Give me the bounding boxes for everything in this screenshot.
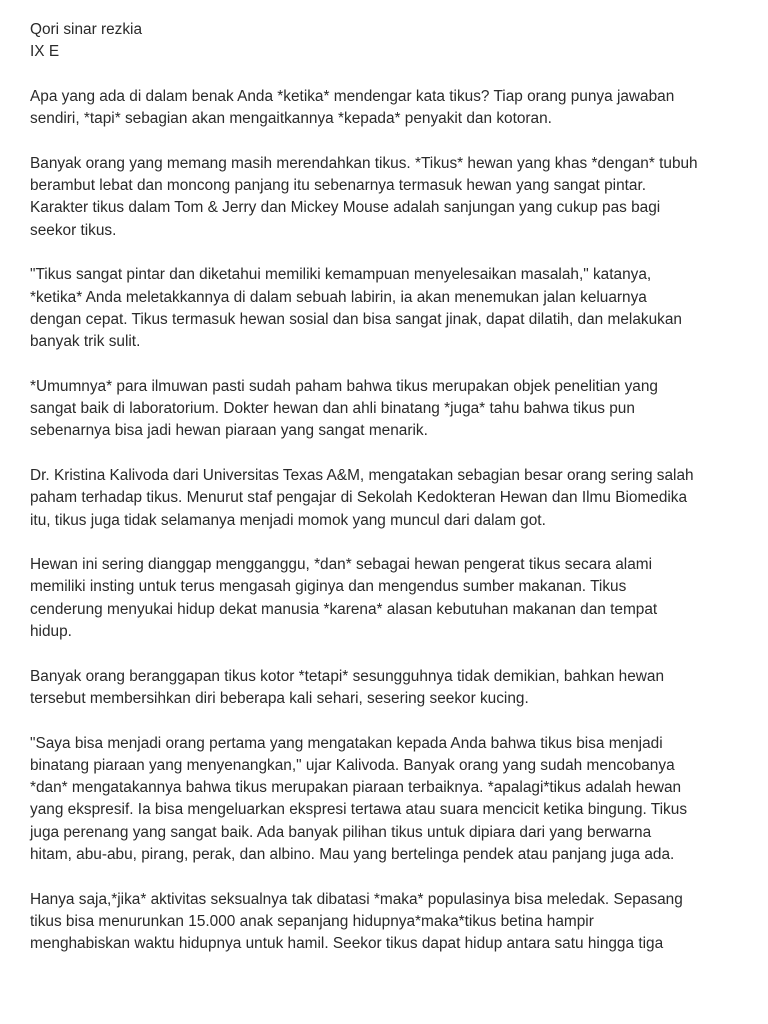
blank-line [30, 866, 746, 888]
paragraph-3: "Tikus sangat pintar dan diketahui memiliki kemampuan menyelesaikan masalah," katanya, *ketika* Anda meletakkannya di dalam sebuah labirin, ia akan menemukan jalan keluarnya dengan cepat. Tikus termasuk hewan sosial dan bisa sangat jinak, dapat dilatih, dan melakukan banyak trik sulit. [30, 266, 682, 351]
blank-line [30, 130, 746, 152]
blank-line [30, 242, 746, 264]
note-body[interactable] [30, 19, 746, 955]
author-class: IX E [30, 43, 60, 61]
author-name: Qori sinar rezkia [30, 21, 143, 38]
paragraph-6: Hewan ini sering dianggap mengganggu, *dan* sebagai hewan pengerat tikus secara alami memiliki insting untuk terus mengasah giginya dan mengendus sumber makanan. Tikus cenderung menyukai hidup dekat manusia *karena* alasan kebutuhan makanan dan tempat hidup. [30, 556, 658, 641]
blank-line [30, 643, 746, 665]
paragraph-2: Banyak orang yang memang masih merendahkan tikus. *Tikus* hewan yang khas *dengan* tubuh berambut lebat dan moncong panjang itu sebenarnya termasuk hewan yang sangat pintar. Karakter tikus dalam Tom & Jerry dan Mickey Mouse adalah sanjungan yang cukup pas bagi seekor tikus. [30, 154, 698, 239]
paragraph-4: *Umumnya* para ilmuwan pasti sudah paham bahwa tikus merupakan objek penelitian yang sangat baik di laboratorium. Dokter hewan dan ahli binatang *juga* tahu bahwa tikus pun sebenarnya bisa jadi hewan piaraan yang sangat menarik. [30, 377, 658, 440]
blank-line [30, 64, 746, 86]
paragraph-7: Banyak orang beranggapan tikus kotor *tetapi* sesungguhnya tidak demikian, bahkan hewan tersebut membersihkan diri beberapa kali sehari, sesering seekor kucing. [30, 667, 665, 707]
paragraph-9: Hanya saja,*jika* aktivitas seksualnya tak dibatasi *maka* populasinya bisa meledak. Sepasang tikus bisa menurunkan 15.000 anak sepanjang hidupnya*maka*tikus betina hampir menghabiskan waktu hidupnya untuk hamil. Seekor tikus dapat hidup antara satu hingga tiga [30, 890, 683, 953]
paragraph-8: "Saya bisa menjadi orang pertama yang mengatakan kepada Anda bahwa tikus bisa menjadi binatang piaraan yang menyenangkan," ujar Kalivoda. Banyak orang yang sudah mencobanya *dan* mengatakannya bahwa tikus merupakan piaraan terbaiknya. *apalagi*tikus adalah hewan yang ekspresif. Ia bisa mengeluarkan ekspresi tertawa atau suara mencicit ketika bingung. Tikus juga perenang yang sangat baik. Ada banyak pilihan tikus untuk dipiara dari yang berwarna hitam, abu-abu, pirang, perak, dan albino. Mau yang bertelinga pendek atau panjang juga ada. [30, 734, 688, 863]
blank-line [30, 353, 746, 375]
blank-line [30, 710, 746, 732]
paragraph-1: Apa yang ada di dalam benak Anda *ketika* mendengar kata tikus? Tiap orang punya jawaban sendiri, *tapi* sebagian akan mengaitkannya *kepada* penyakit dan kotoran. [30, 87, 675, 128]
blank-line [30, 443, 746, 465]
blank-line [30, 532, 746, 554]
paragraph-5: Dr. Kristina Kalivoda dari Universitas Texas A&M, mengatakan sebagian besar orang sering salah paham terhadap tikus. Menurut staf pengajar di Sekolah Kedokteran Hewan dan Ilmu Biomedika itu, tikus juga tidak selamanya menjadi momok yang muncul dari dalam got. [30, 466, 694, 529]
